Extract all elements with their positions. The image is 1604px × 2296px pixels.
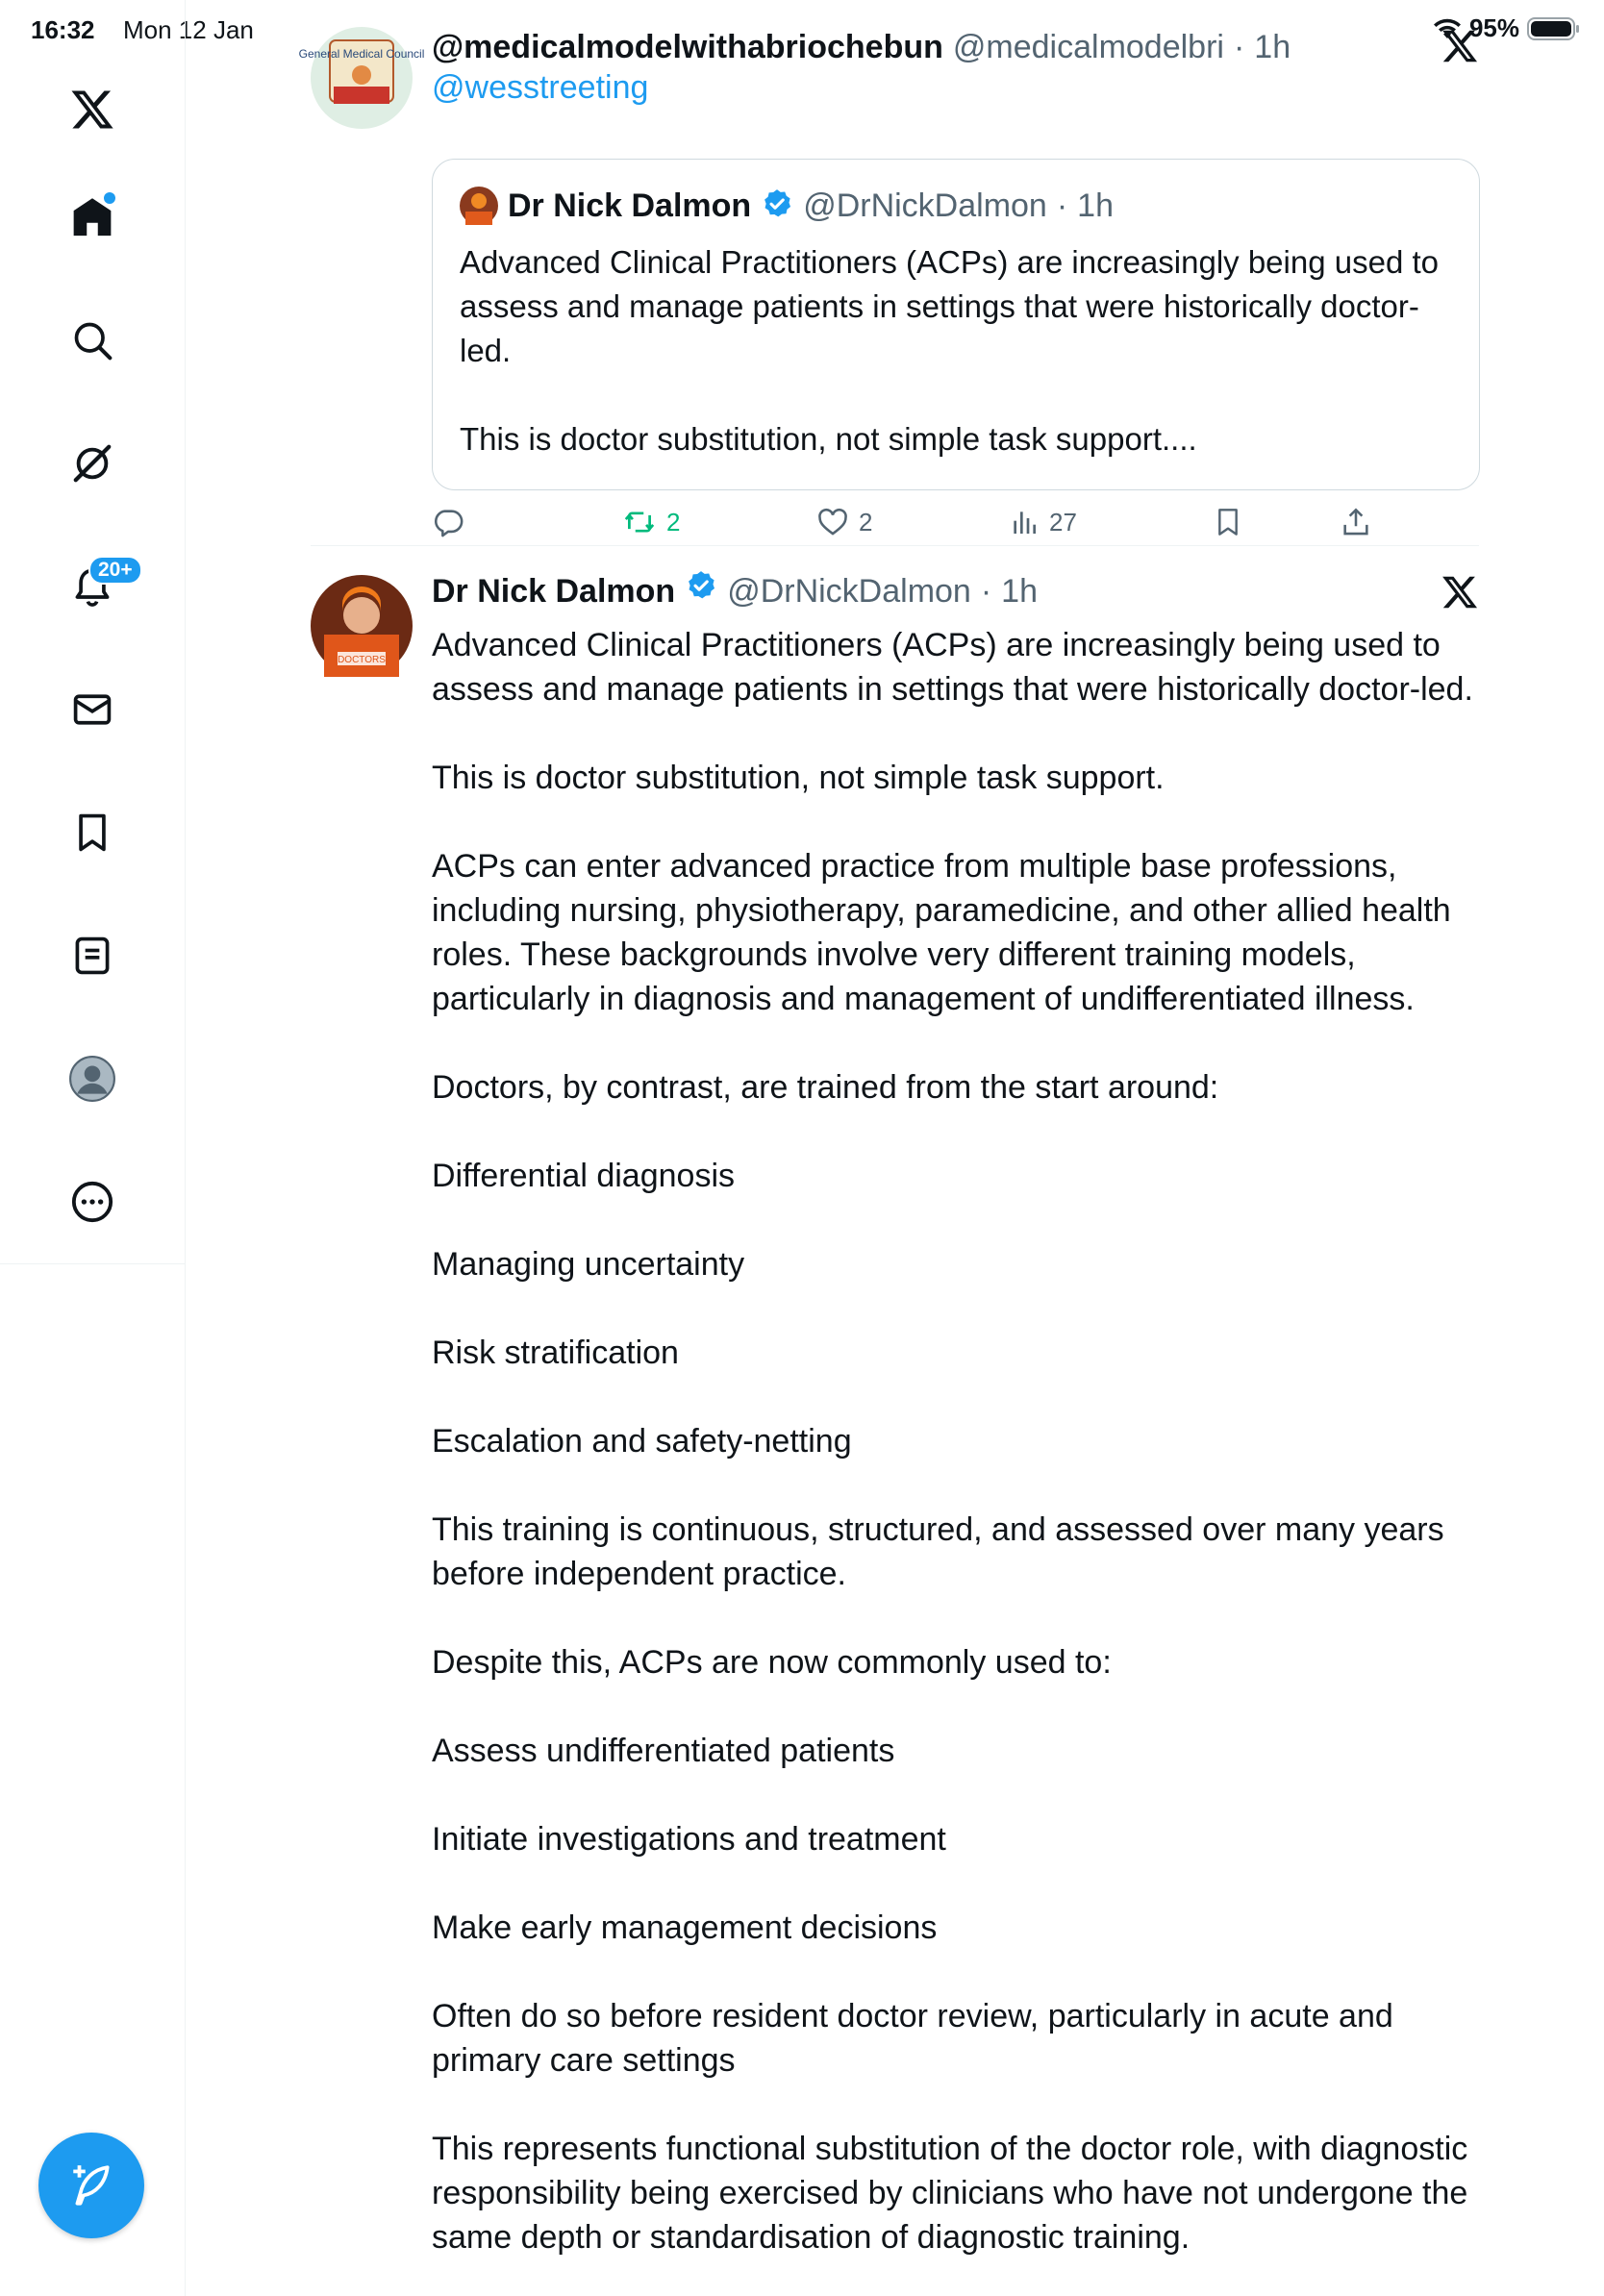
search-icon bbox=[71, 319, 113, 362]
status-date: Mon 12 Jan bbox=[123, 15, 254, 44]
quote-separator: · bbox=[1056, 187, 1068, 224]
profile-avatar-icon bbox=[68, 1055, 116, 1103]
quote-avatar bbox=[460, 187, 498, 225]
nav-more[interactable] bbox=[62, 1171, 123, 1233]
bookmark-icon bbox=[1213, 506, 1243, 538]
display-name[interactable]: @medicalmodelwithabriochebun bbox=[432, 29, 943, 65]
nav-home[interactable] bbox=[62, 187, 123, 248]
svg-text:General Medical Council: General Medical Council bbox=[298, 47, 425, 61]
quote-display-name: Dr Nick Dalmon bbox=[508, 187, 752, 224]
list-icon bbox=[71, 935, 113, 977]
views-button[interactable] bbox=[1009, 506, 1077, 538]
avatar[interactable] bbox=[311, 575, 413, 677]
status-time: 16:32 bbox=[31, 15, 95, 44]
gmc-avatar-icon bbox=[298, 27, 425, 129]
quote-timestamp: 1h bbox=[1077, 187, 1114, 224]
nav-profile[interactable] bbox=[62, 1048, 123, 1110]
reply-button[interactable] bbox=[432, 506, 474, 538]
quote-text: Advanced Clinical Practitioners (ACPs) are increasingly being used to assess and manage patients in settings that were historically doctor-led. This is doctor substitution, not simple task support.... bbox=[460, 244, 1439, 457]
tweet-text: Advanced Clinical Practitioners (ACPs) are increasingly being used to assess and manage patients in settings that were historically doctor-led. This is doctor substitution, not simple task support. ACPs can enter advanced practice from multiple base professions, including nursing, physiotherapy, paramedicine, and other allied health roles. These backgrounds involve very different training models, particularly in diagnosis and management of undifferentiated illness. Doctors, by contrast, are trained from the start around: Differential diagnosis Managing uncertainty Risk stratification Escalation and safety-netting This training is continuous, structured, and assessed over many years before independent practice. Despite this, ACPs are now commonly used to: Assess undifferentiated patients Initiate investigations and treatment Make early management decisions Often do so before resident doctor review, particularly in acute and primary care settings This represents functional substitution of the doctor role, with diagnostic responsibility being exercised by clinicians who have not undergone the same depth or standardisation of diagnostic training. bbox=[432, 627, 1473, 2256]
timestamp[interactable]: 1h bbox=[1254, 29, 1291, 65]
reply-icon bbox=[432, 506, 464, 538]
views-chart-icon bbox=[1009, 506, 1040, 538]
quote-header bbox=[460, 187, 1114, 225]
verified-icon bbox=[685, 569, 717, 607]
nav-bookmarks[interactable] bbox=[62, 802, 123, 863]
handle[interactable]: @medicalmodelbri bbox=[952, 29, 1224, 65]
x-logo-icon bbox=[1441, 27, 1479, 65]
quote-card[interactable] bbox=[432, 159, 1480, 490]
x-logo-icon bbox=[69, 87, 115, 133]
x-logo-mark bbox=[1441, 27, 1479, 70]
display-name[interactable]: Dr Nick Dalmon bbox=[432, 573, 676, 610]
separator: · bbox=[980, 573, 992, 610]
compose-button[interactable] bbox=[38, 2133, 144, 2238]
compose-feather-icon bbox=[67, 2161, 115, 2209]
views-count: 27 bbox=[1049, 507, 1077, 537]
repost-icon bbox=[622, 506, 657, 538]
timestamp[interactable]: 1h bbox=[1001, 573, 1038, 610]
more-icon bbox=[70, 1180, 114, 1224]
share-icon bbox=[1340, 506, 1372, 538]
nav-grok[interactable] bbox=[62, 433, 123, 494]
avatar[interactable] bbox=[298, 27, 425, 129]
battery-icon bbox=[1527, 16, 1581, 41]
repost-button[interactable] bbox=[622, 506, 680, 538]
handle[interactable]: @DrNickDalmon bbox=[727, 573, 971, 610]
mail-icon bbox=[71, 688, 113, 731]
heart-icon bbox=[816, 506, 849, 538]
x-logo-icon bbox=[1441, 573, 1479, 611]
nav-explore[interactable] bbox=[62, 310, 123, 371]
repost-count: 2 bbox=[666, 507, 681, 537]
like-button[interactable] bbox=[816, 506, 872, 538]
battery-percent: 95% bbox=[1468, 13, 1519, 42]
tweet-divider bbox=[311, 545, 1479, 546]
home-unread-dot bbox=[104, 192, 115, 204]
bookmark-button[interactable] bbox=[1213, 506, 1243, 538]
separator: · bbox=[1233, 29, 1245, 65]
nav-notifications[interactable] bbox=[62, 556, 133, 617]
sidebar bbox=[0, 0, 186, 2296]
quote-handle: @DrNickDalmon bbox=[803, 187, 1047, 224]
svg-text:DOCTORS: DOCTORS bbox=[338, 655, 386, 665]
notifications-badge: 20+ bbox=[88, 556, 142, 585]
share-button[interactable] bbox=[1340, 506, 1372, 538]
dalmon-avatar-icon bbox=[311, 575, 413, 677]
verified-icon bbox=[761, 187, 793, 225]
tweet-header bbox=[432, 569, 1038, 611]
quote-avatar-icon bbox=[460, 187, 498, 225]
tweet-header bbox=[432, 29, 1291, 66]
bookmark-icon bbox=[71, 811, 113, 854]
x-logo-button[interactable] bbox=[62, 79, 123, 140]
grok-icon bbox=[70, 441, 114, 486]
nav-messages[interactable] bbox=[62, 679, 123, 740]
sidebar-divider bbox=[0, 1263, 185, 1264]
x-logo-mark bbox=[1441, 573, 1479, 616]
like-count: 2 bbox=[859, 507, 873, 537]
nav-lists[interactable] bbox=[62, 925, 123, 986]
replying-to-mention[interactable]: @wesstreeting bbox=[432, 69, 649, 106]
